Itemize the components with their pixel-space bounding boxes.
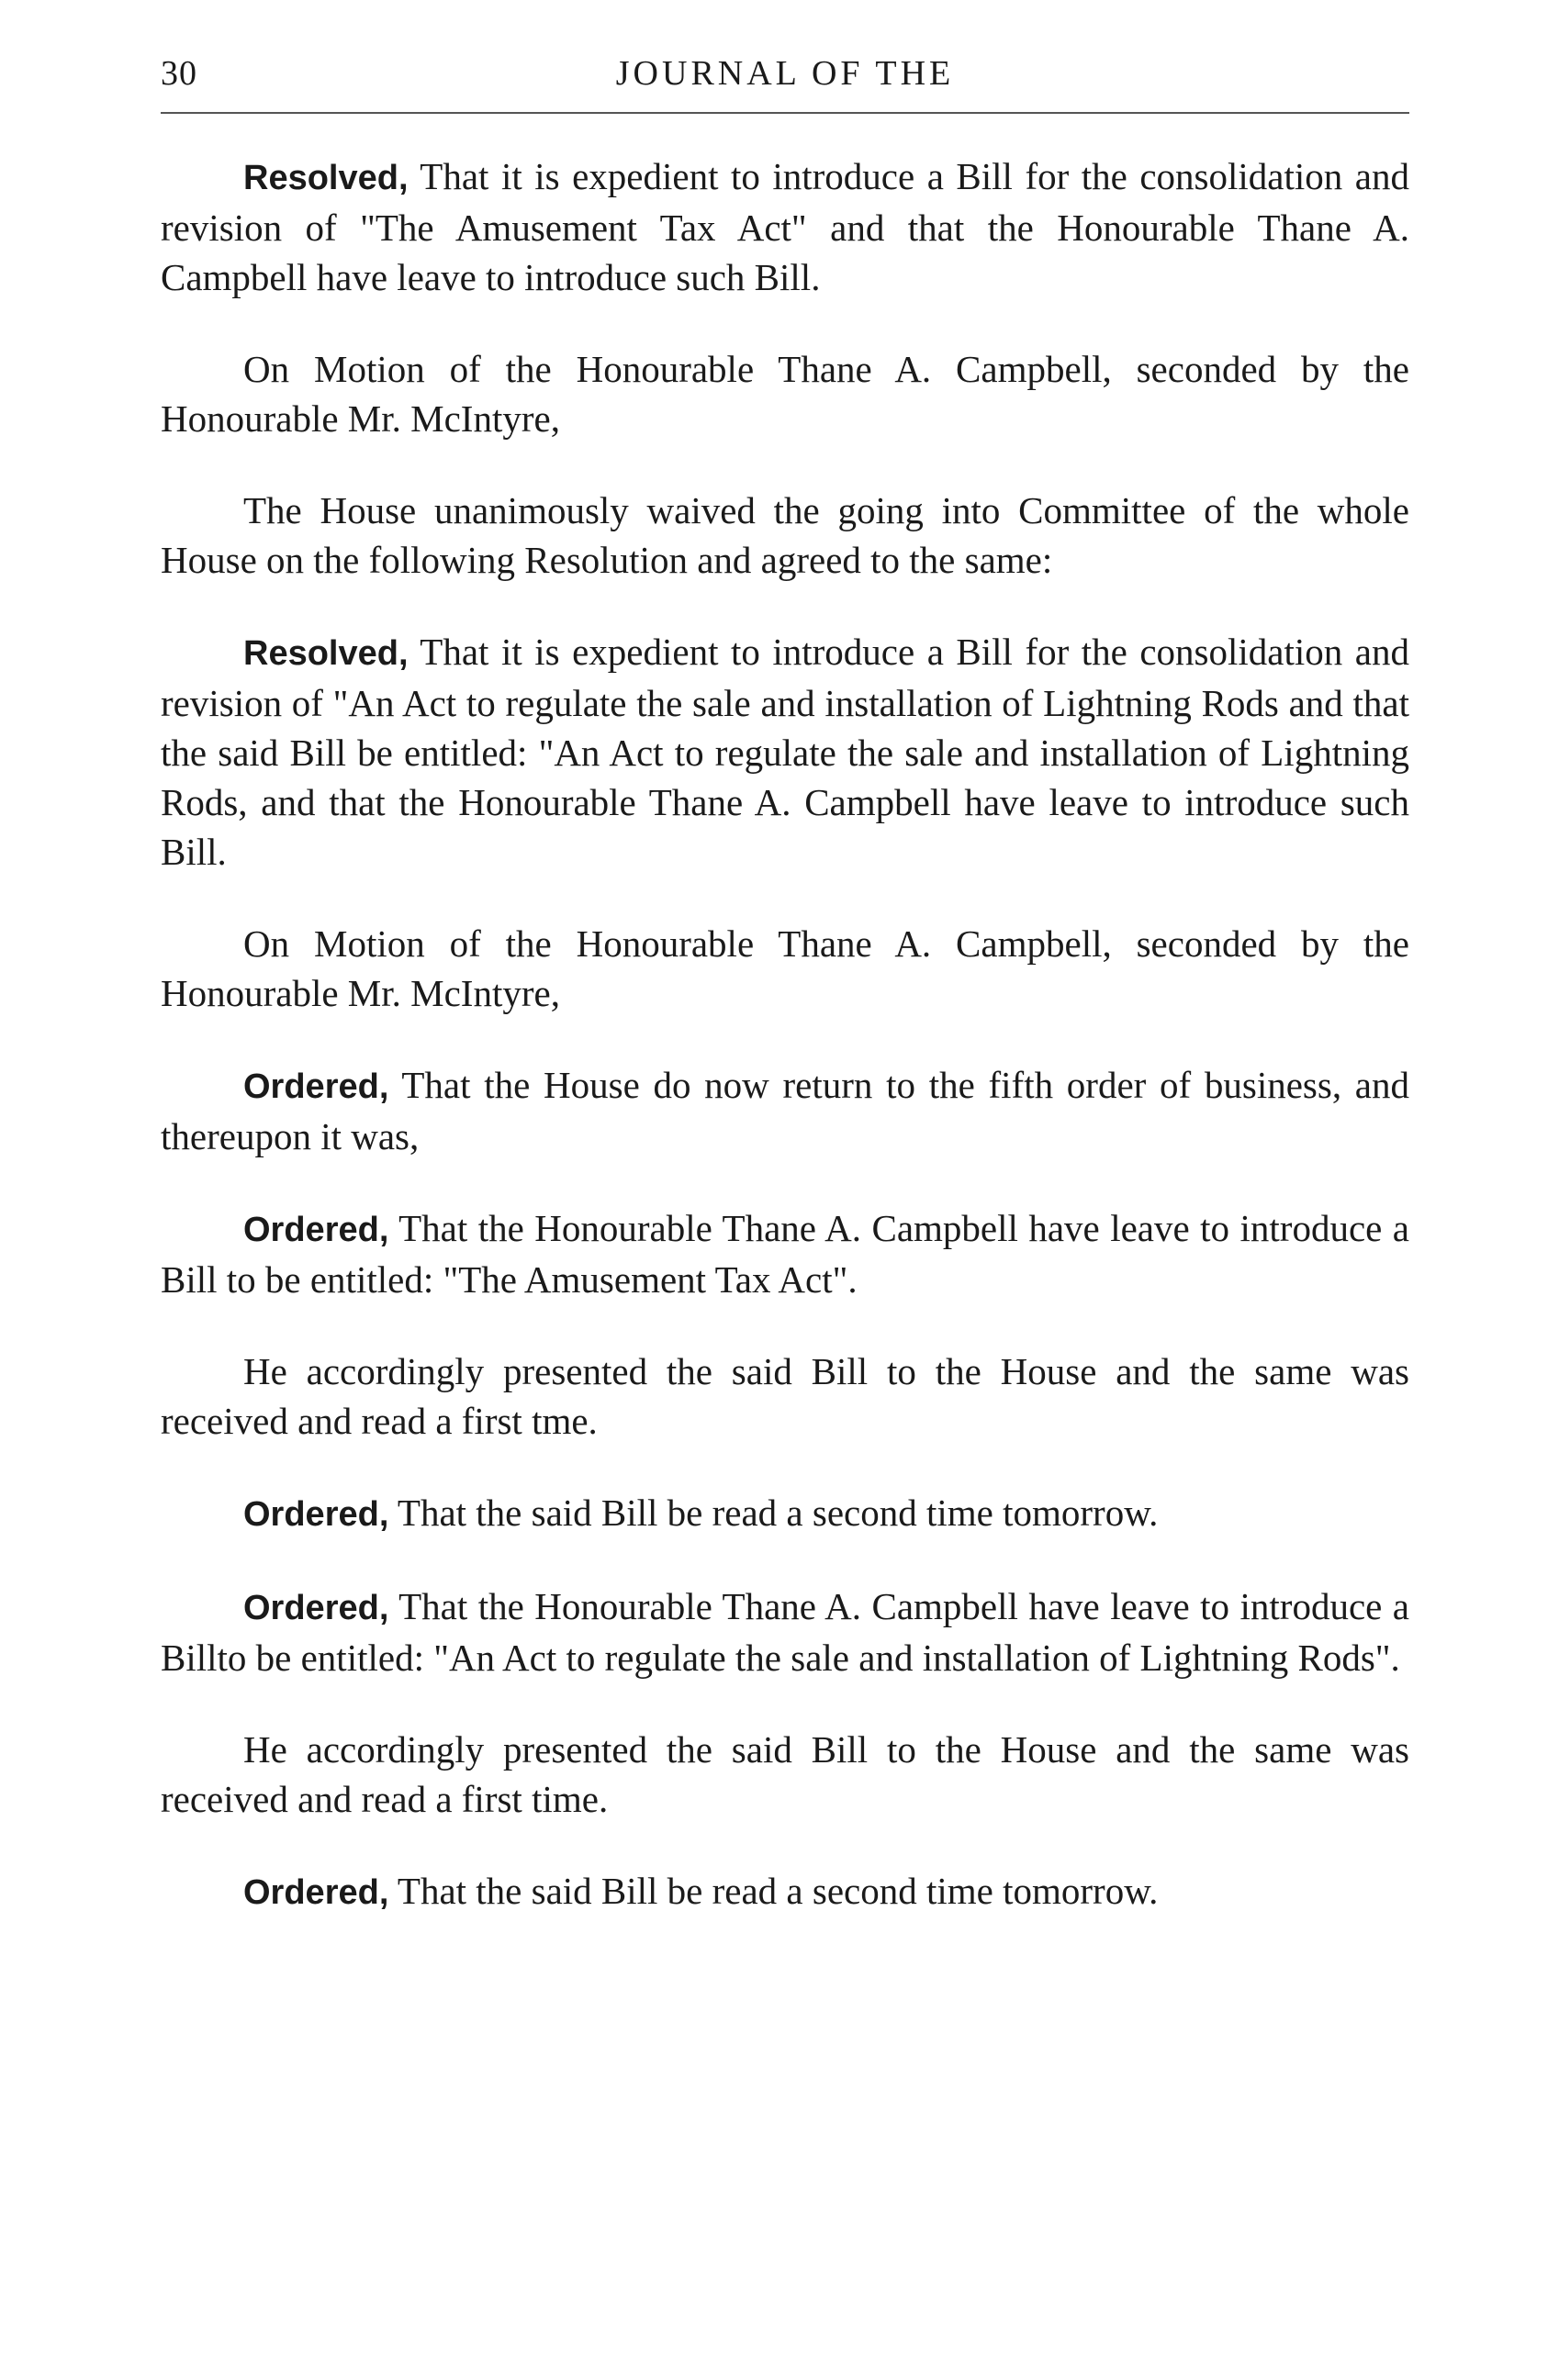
journal-body [161,151,1409,1960]
paragraph-lead: Ordered, [243,1495,389,1534]
paragraph-text: That the Honourable Thane A. Campbell have leave to introduce a Bill to be entitled: "The Amusement Tax Act". [161,1207,1409,1301]
paragraph-presented-lightning [161,1725,1409,1824]
paragraph-resolved-amusement-tax [161,151,1409,302]
page-number: 30 [161,54,197,93]
paragraph-waived-committee [161,486,1409,585]
paragraph-text: That it is expedient to introduce a Bill for the consolidation and revision of "An Act to regulate the sale and installation of Lightning Rods and that the said Bill be entitled: "An Act to regulate the sale and installation of Lightning Rods, and that the Honourable Thane A. Campbell have leave to introduce such Bill. [161,631,1409,873]
page-header [161,53,1409,99]
paragraph-text: That the Honourable Thane A. Campbell have leave to introduce a Billto be entitled: "An Act to regulate the sale and installation of Lightning Rods". [161,1585,1409,1679]
paragraph-text: That it is expedient to introduce a Bill for the consolidation and revision of "The Amusement Tax Act" and that the Honourable Thane A. Campbell have leave to introduce such Bill. [161,155,1409,298]
paragraph-ordered-leave-lightning [161,1581,1409,1682]
paragraph-ordered-second-reading-1 [161,1488,1409,1539]
paragraph-lead: Ordered, [243,1873,389,1912]
paragraph-text: On Motion of the Honourable Thane A. Campbell, seconded by the Honourable Mr. McIntyre, [161,922,1409,1014]
paragraph-ordered-second-reading-2 [161,1866,1409,1917]
paragraph-lead: Ordered, [243,1211,389,1249]
paragraph-text: The House unanimously waived the going into Committee of the whole House on the following Resolution and agreed to the same: [161,489,1409,581]
paragraph-presented-amusement [161,1346,1409,1446]
paragraph-motion-1 [161,344,1409,443]
paragraph-resolved-lightning-rods [161,627,1409,877]
paragraph-text: That the House do now return to the fifth order of business, and thereupon it was, [161,1064,1409,1157]
running-head: JOURNAL OF THE [615,54,955,93]
paragraph-text: He accordingly presented the said Bill to the House and the same was received and read a first time. [161,1728,1409,1820]
paragraph-text: On Motion of the Honourable Thane A. Campbell, seconded by the Honourable Mr. McIntyre, [161,348,1409,440]
paragraph-ordered-leave-amusement [161,1203,1409,1304]
paragraph-motion-2 [161,919,1409,1018]
paragraph-text: That the said Bill be read a second time tomorrow. [388,1492,1159,1534]
paragraph-lead: Resolved, [243,159,409,197]
paragraph-lead: Ordered, [243,1067,389,1106]
paragraph-text: He accordingly presented the said Bill to the House and the same was received and read a first tme. [161,1350,1409,1442]
paragraph-text: That the said Bill be read a second time tomorrow. [388,1870,1159,1912]
header-rule [161,112,1409,114]
paragraph-lead: Resolved, [243,634,409,673]
paragraph-lead: Ordered, [243,1589,389,1627]
paragraph-ordered-return [161,1060,1409,1161]
